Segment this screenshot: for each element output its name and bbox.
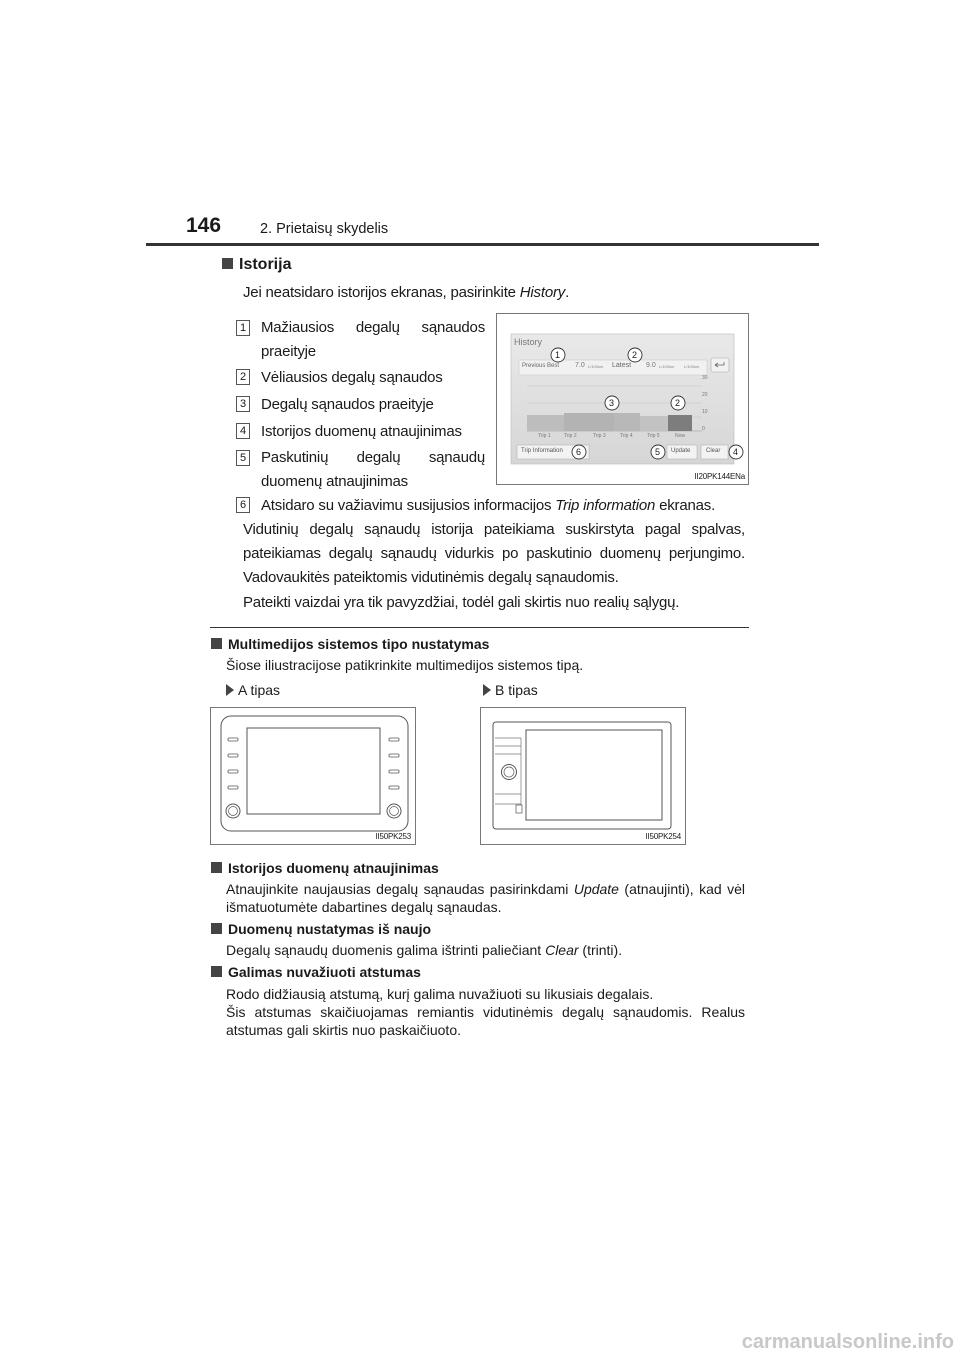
legend-number-4: 4	[236, 423, 250, 439]
history-intro	[243, 282, 569, 304]
reset-text	[226, 941, 745, 959]
callout-label-5: 5	[655, 447, 661, 457]
previous-best-unit: L/100km	[588, 364, 604, 369]
update-emphasis: Update	[573, 881, 619, 897]
square-bullet-icon	[222, 258, 233, 269]
legend-6-emphasis: Trip information	[555, 497, 656, 514]
legend-text-2: Vėliausios degalų sąnaudos	[261, 369, 443, 386]
legend-number-6: 6	[236, 497, 250, 513]
reset-text-start: Degalų sąnaudų duomenis galima ištrinti paliečiant	[226, 942, 546, 958]
type-b-slot	[516, 805, 522, 813]
section-title-text: Istorija	[239, 256, 292, 273]
callout-label-2b: 2	[675, 398, 681, 408]
y-tick-10: 10	[702, 409, 708, 415]
subsection-title-update	[211, 860, 439, 876]
page-number: 146	[186, 214, 222, 237]
update-text-end: (atnaujinti), kad vėl išmatuotumėte dabartines degalų sąnaudas.	[226, 881, 745, 915]
y-tick-30: 30	[702, 375, 708, 381]
figure-code-type-a: II50PK253	[375, 832, 411, 841]
figure-code-type-b: II50PK254	[645, 832, 681, 841]
update-text	[226, 880, 745, 916]
intro-end: .	[565, 284, 570, 301]
watermark: carmanualsonline.info	[741, 1331, 954, 1353]
range-text-1: Rodo didžiausią atstumą, kurį galima nuvažiuoti su likusiais degalais.	[226, 986, 654, 1002]
legend-text-3: Degalų sąnaudos praeityje	[261, 396, 434, 413]
legend-text-5a: Paskutinių degalų sąnaudų	[261, 449, 485, 466]
bar-trip-3	[614, 413, 640, 431]
legend-number-5: 5	[236, 450, 250, 466]
type-a-unit-drawing	[211, 708, 417, 846]
legend-text-1a: Mažiausios degalų sąnaudos	[261, 319, 485, 336]
latest-unit: L/100km	[659, 364, 675, 369]
bar-now	[668, 415, 692, 431]
bar-trip-4	[640, 416, 668, 431]
intro-emphasis: History	[519, 284, 566, 301]
subsection-title-text: Duomenų nustatymas iš naujo	[228, 921, 432, 937]
legend-text-4: Istorijos duomenų atnaujinimas	[261, 423, 462, 440]
axis-unit: L/100km	[684, 364, 700, 369]
multimedia-text: Šiose iliustracijose patikrinkite multimedijos sistemos tipą.	[226, 657, 584, 673]
type-a-figure	[210, 707, 416, 845]
square-bullet-icon	[211, 923, 222, 934]
x-label-now: Now	[675, 433, 686, 439]
legend-number-1: 1	[236, 320, 250, 336]
square-bullet-icon	[211, 966, 222, 977]
legend-number-2: 2	[236, 369, 250, 385]
screen-title: History	[514, 337, 543, 347]
callout-label-1: 1	[555, 350, 561, 360]
subsection-title-range	[211, 964, 421, 980]
type-a-display	[247, 728, 380, 814]
update-label: Update	[671, 448, 691, 454]
type-a-label	[226, 682, 280, 698]
x-label-trip-2: Trip 2	[564, 433, 577, 439]
clear-label: Clear	[706, 448, 721, 454]
x-label-trip-1: Trip 1	[538, 433, 551, 439]
type-b-display	[526, 730, 662, 820]
subsection-title-reset	[211, 921, 431, 937]
section-rule	[210, 627, 749, 628]
intro-text: Jei neatsidaro istorijos ekranas, pasirinkite	[243, 284, 520, 301]
legend-text-6	[261, 494, 715, 517]
type-b-text: B tipas	[495, 682, 538, 698]
y-tick-20: 20	[702, 392, 708, 398]
square-bullet-icon	[211, 638, 222, 649]
latest-label: Latest	[612, 362, 632, 369]
section-title-history	[222, 256, 291, 274]
callout-label-4: 4	[733, 447, 739, 457]
type-b-label	[483, 682, 538, 698]
bar-trip-1	[527, 415, 564, 431]
figure-code-history: II20PK144ENa	[694, 472, 745, 481]
legend-text-1b: praeityje	[261, 343, 316, 360]
y-tick-0: 0	[702, 426, 705, 432]
history-paragraph-1: Vidutinių degalų sąnaudų istorija pateikiama suskirstyta pagal spalvas, pateikiamas degalų sąnaudų vidurkis po paskutinio duomenų perjungimo. Vadovaukitės pateiktomis vidutinėmis degalų sąnaudomis.	[243, 521, 745, 586]
reset-emphasis: Clear	[545, 942, 579, 958]
x-label-trip-4: Trip 4	[620, 433, 633, 439]
subsection-title-multimedia	[211, 636, 489, 652]
type-b-unit-drawing	[481, 708, 687, 846]
triangle-bullet-icon	[226, 684, 234, 696]
legend-6-end: ekranas.	[655, 497, 716, 514]
previous-best-label: Previous Best	[522, 363, 560, 369]
subsection-title-text: Istorijos duomenų atnaujinimas	[228, 860, 439, 876]
x-label-trip-5: Trip 5	[647, 433, 660, 439]
update-text-start: Atnaujinkite naujausias degalų sąnaudas pasirinkdami	[226, 881, 574, 897]
trip-information-label: Trip Information	[521, 448, 563, 454]
bar-trip-2	[564, 413, 614, 431]
triangle-bullet-icon	[483, 684, 491, 696]
latest-value: 9.0	[646, 362, 656, 369]
history-paragraph-2: Pateikti vaizdai yra tik pavyzdžiai, todėl gali skirtis nuo realių sąlygų.	[243, 594, 680, 611]
type-a-text: A tipas	[238, 682, 281, 698]
subsection-title-text: Galimas nuvažiuoti atstumas	[228, 964, 421, 980]
x-label-trip-3: Trip 3	[593, 433, 606, 439]
square-bullet-icon	[211, 862, 222, 873]
type-b-figure	[480, 707, 686, 845]
reset-text-end: (trinti).	[578, 942, 623, 958]
legend-6-text: Atsidaro su važiavimu susijusios informacijos	[261, 497, 556, 514]
history-screen-figure	[496, 313, 749, 485]
legend-number-3: 3	[236, 396, 250, 412]
callout-label-2a: 2	[632, 350, 638, 360]
callout-label-3: 3	[609, 398, 615, 408]
legend-text-5b: duomenų atnaujinimas	[261, 473, 408, 490]
previous-best-value: 7.0	[575, 362, 585, 369]
callout-label-6: 6	[576, 447, 582, 457]
header-rule	[146, 243, 819, 246]
subsection-title-text: Multimedijos sistemos tipo nustatymas	[228, 636, 490, 652]
chapter-title: 2. Prietaisų skydelis	[260, 221, 389, 237]
range-text-2: Šis atstumas skaičiuojamas remiantis vidutinėmis degalų sąnaudomis. Realus atstumas gali skirtis nuo paskaičiuoto.	[226, 1004, 745, 1038]
